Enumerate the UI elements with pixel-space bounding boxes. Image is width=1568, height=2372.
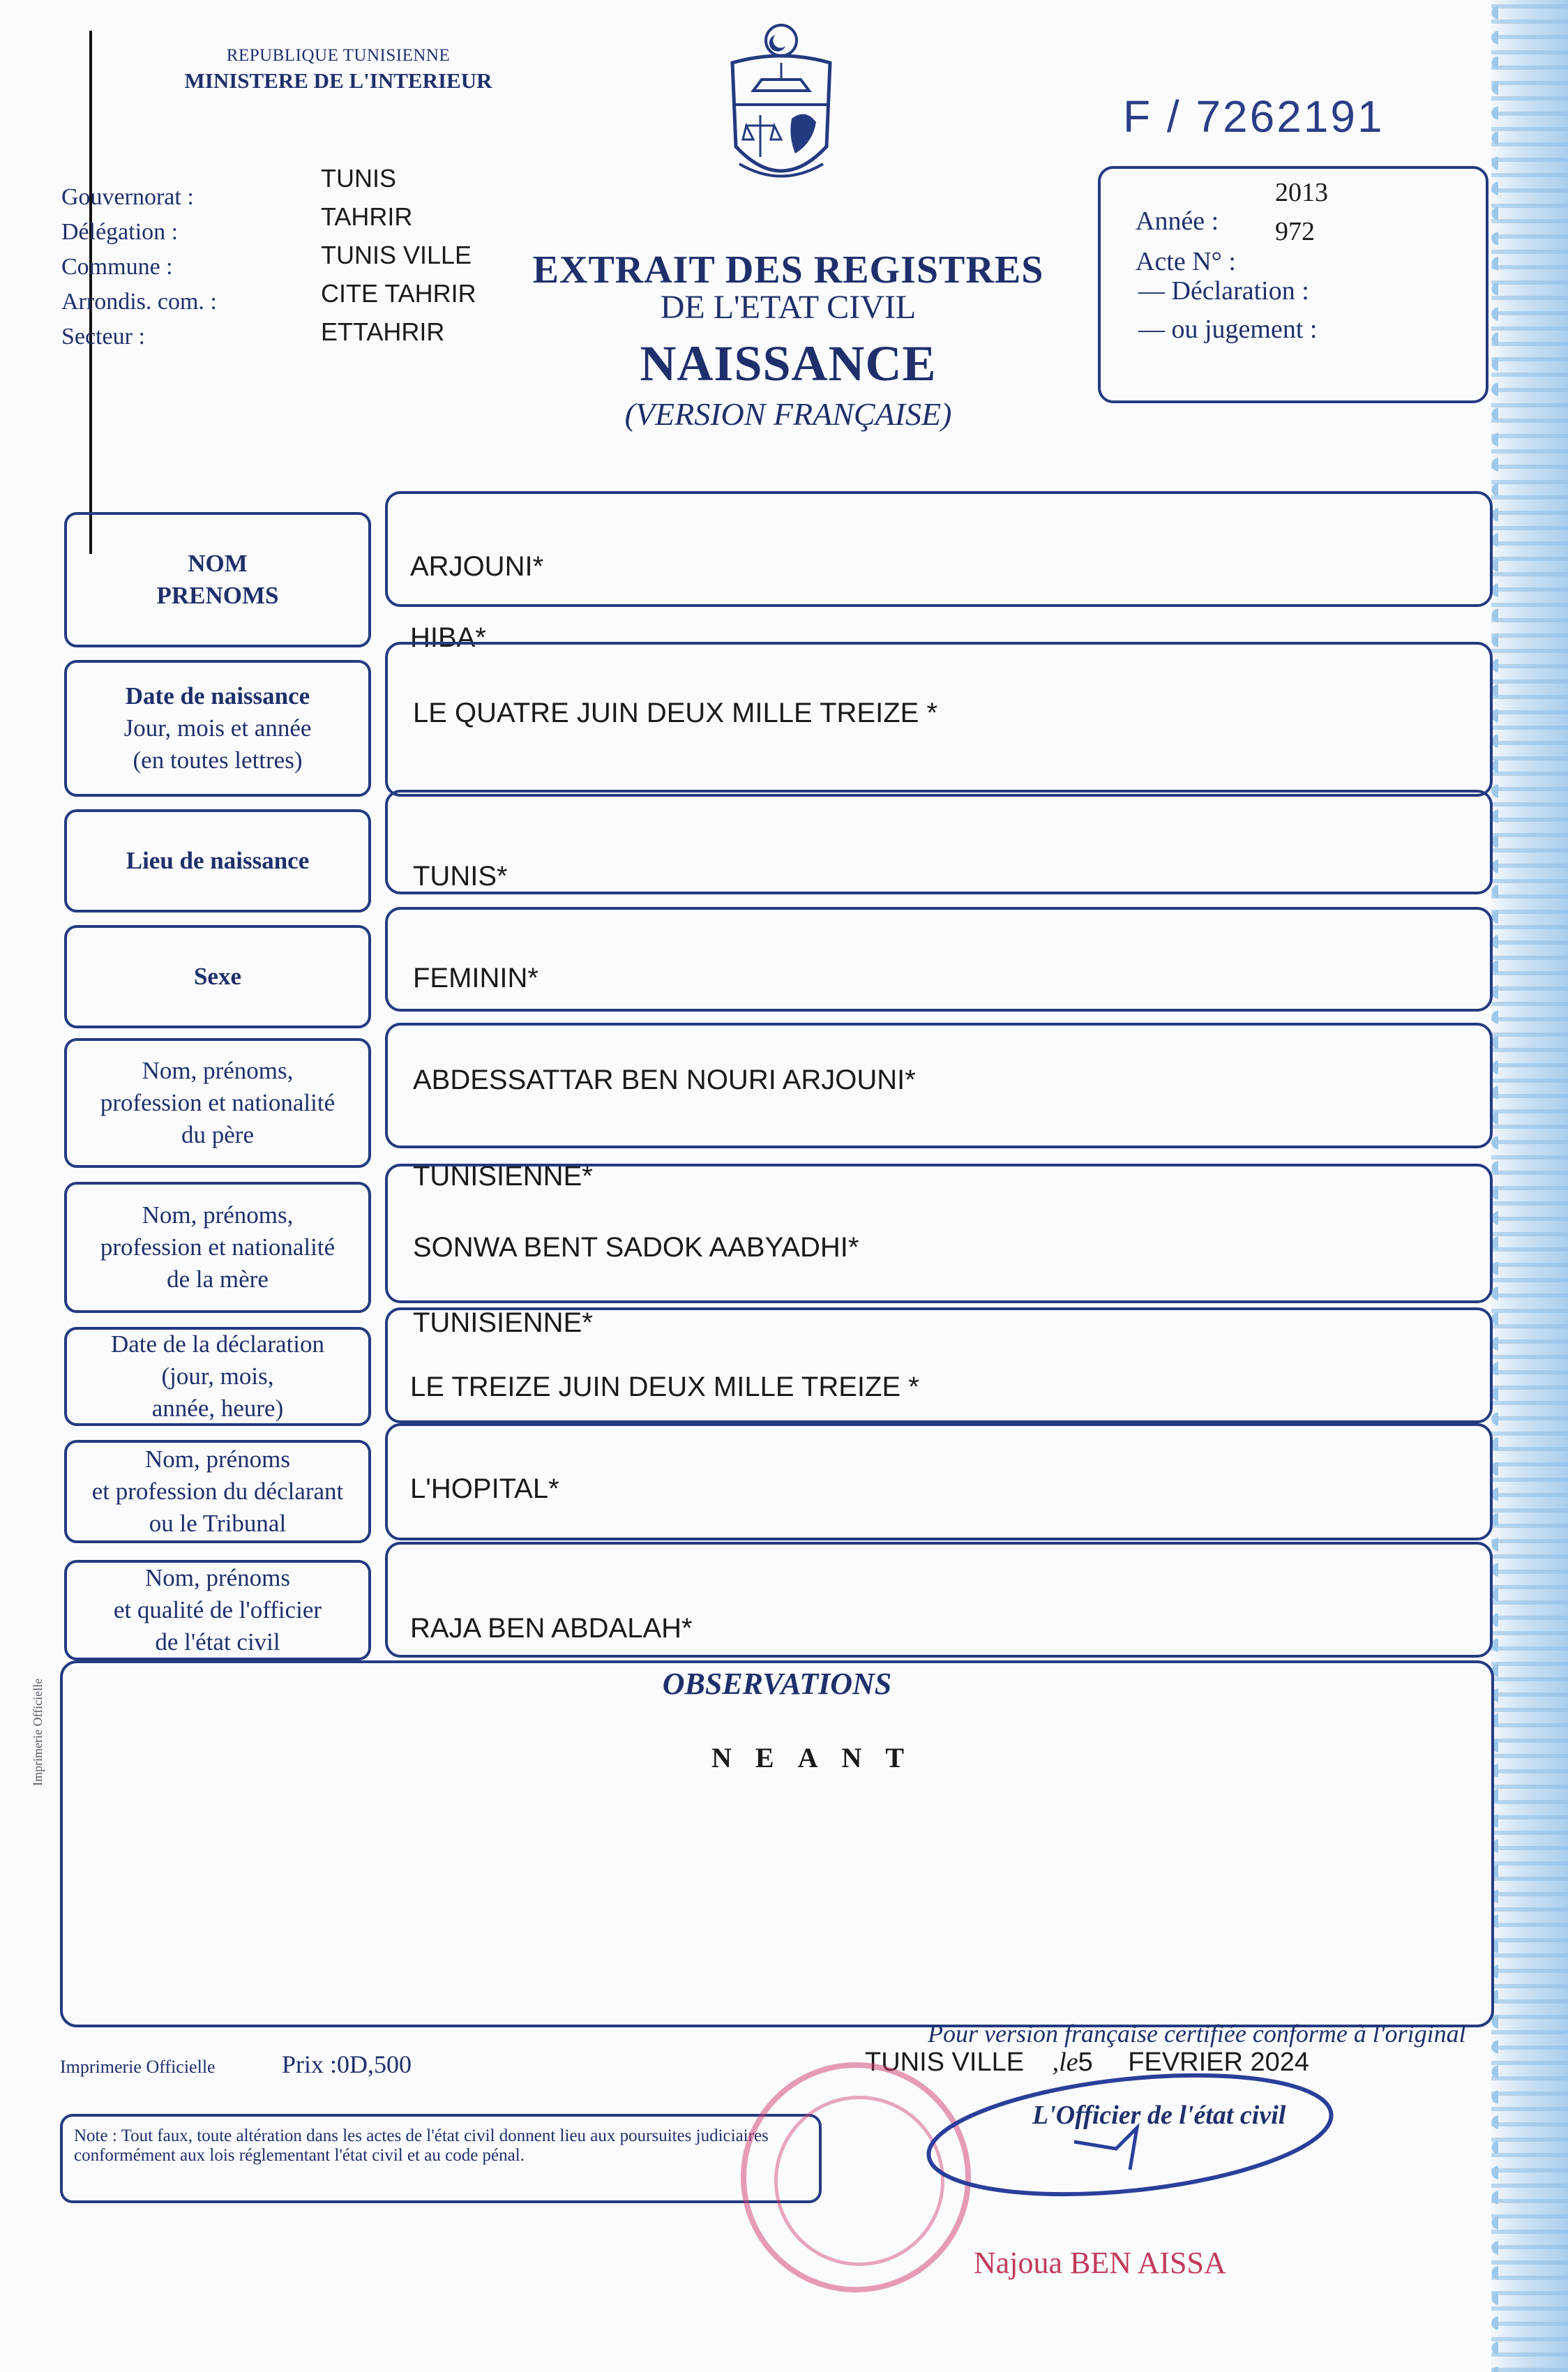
label-lieu-text: Lieu de naissance xyxy=(126,847,310,874)
label-declarant-3: ou le Tribunal xyxy=(149,1510,287,1537)
arrondissement-value: CITE TAHRIR xyxy=(321,279,476,308)
value-declarant: L'HOPITAL* xyxy=(410,1473,559,1504)
field-sexe xyxy=(385,907,1493,1012)
label-mere-3: de la mère xyxy=(167,1266,269,1293)
label-nom-prenoms xyxy=(64,512,371,647)
declaration-label: — Déclaration : xyxy=(1138,276,1309,306)
value-pere-nationalite: TUNISIENNE* xyxy=(413,1161,593,1192)
value-nom: ARJOUNI* xyxy=(410,551,544,582)
price-label: Prix :0D,500 xyxy=(282,2050,412,2078)
registry-box xyxy=(1098,166,1488,403)
annee-value: 2013 xyxy=(1275,178,1328,207)
field-date-declaration xyxy=(385,1307,1493,1423)
label-date-naissance-1: Date de naissance xyxy=(125,682,310,710)
acte-label: Acte N° : xyxy=(1136,247,1236,276)
gouvernorat-label: Gouvernorat : xyxy=(61,184,194,210)
field-nom-prenoms xyxy=(385,491,1493,607)
issue-month-year: FEVRIER 2024 xyxy=(1128,2048,1310,2077)
observations-box xyxy=(60,1660,1494,2027)
observations-value: NEANT xyxy=(711,1742,928,1773)
title-naissance: NAISSANCE xyxy=(640,336,937,391)
jugement-label: — ou jugement : xyxy=(1138,315,1318,344)
label-declarant-1: Nom, prénoms xyxy=(144,1446,291,1473)
label-mere xyxy=(64,1182,371,1313)
label-sexe-text: Sexe xyxy=(193,963,242,990)
title-version: (VERSION FRANÇAISE) xyxy=(624,396,952,432)
issue-city: TUNIS VILLE xyxy=(865,2048,1025,2077)
label-pere-3: du père xyxy=(181,1121,254,1148)
observations-title: OBSERVATIONS xyxy=(662,1667,892,1701)
label-mere-1: Nom, prénoms, xyxy=(142,1201,294,1229)
stamp-inner-ring xyxy=(774,2096,944,2266)
label-date-declaration xyxy=(64,1327,371,1426)
label-officier-3: de l'état civil xyxy=(155,1628,280,1656)
title-line-2: DE L'ETAT CIVIL xyxy=(660,289,917,326)
acte-value: 972 xyxy=(1275,217,1315,246)
decorative-border xyxy=(1491,0,1568,2372)
field-lieu-naissance xyxy=(385,790,1493,894)
value-lieu-naissance: TUNIS* xyxy=(413,861,508,892)
label-date-naissance xyxy=(64,660,371,797)
label-nom: NOM xyxy=(188,550,248,577)
ministry-name: MINISTERE DE L'INTERIEUR xyxy=(184,68,492,93)
label-pere-2: profession et nationalité xyxy=(100,1089,336,1116)
imprimerie-label: Imprimerie Officielle xyxy=(60,2057,216,2077)
note-text: Tout faux, toute altération dans les actes de l'état civil donnent lieu aux poursuites judiciaires conformément aux lois réglementant l'état civil et au code pénal. xyxy=(74,2126,769,2165)
label-declaration-3: année, heure) xyxy=(151,1395,284,1422)
label-prenoms: PRENOMS xyxy=(156,582,279,609)
location-values xyxy=(321,159,476,351)
label-pere xyxy=(64,1038,371,1168)
value-prenoms: HIBA* xyxy=(410,622,486,653)
value-date-naissance: LE QUATRE JUIN DEUX MILLE TREIZE * xyxy=(413,698,938,728)
signature-scribble xyxy=(921,2058,1353,2219)
note-label: Note : xyxy=(74,2126,117,2145)
label-officier xyxy=(64,1560,371,1660)
officer-title: L'Officier de l'état civil xyxy=(1032,2101,1286,2130)
location-labels xyxy=(61,180,217,354)
value-date-declaration: LE TREIZE JUIN DEUX MILLE TREIZE * xyxy=(410,1372,919,1402)
label-declaration-2: (jour, mois, xyxy=(161,1363,274,1390)
delegation-label: Délégation : xyxy=(61,219,179,245)
document-title xyxy=(488,248,1088,433)
secteur-value: ETTAHRIR xyxy=(321,317,445,346)
title-line-1: EXTRAIT DES REGISTRES xyxy=(532,248,1044,292)
issue-day: 5 xyxy=(1078,2048,1093,2077)
header-ministry xyxy=(143,43,534,93)
serial-number: F / 7262191 xyxy=(1123,91,1385,142)
value-mere-nationalite: TUNISIENNE* xyxy=(413,1307,593,1338)
label-mere-2: profession et nationalité xyxy=(100,1233,336,1261)
gouvernorat-value: TUNIS xyxy=(321,164,396,193)
delegation-value: TAHRIR xyxy=(321,202,413,231)
country-name: REPUBLIQUE TUNISIENNE xyxy=(226,46,451,65)
label-pere-1: Nom, prénoms, xyxy=(142,1057,294,1084)
label-officier-2: et qualité de l'officier xyxy=(113,1596,322,1623)
label-date-naissance-3: (en toutes lettres) xyxy=(133,746,303,774)
label-declarant xyxy=(64,1440,371,1543)
commune-value: TUNIS VILLE xyxy=(321,241,472,269)
label-lieu-naissance xyxy=(64,809,371,913)
value-mere: SONWA BENT SADOK AABYADHI* xyxy=(413,1232,859,1263)
commune-label: Commune : xyxy=(61,254,173,280)
label-declaration-1: Date de la déclaration xyxy=(110,1330,325,1358)
value-pere: ABDESSATTAR BEN NOURI ARJOUNI* xyxy=(413,1065,916,1095)
value-sexe: FEMININ* xyxy=(413,963,538,993)
label-declarant-2: et profession du déclarant xyxy=(91,1478,344,1505)
label-sexe xyxy=(64,925,371,1028)
date-prefix: ,le xyxy=(1052,2048,1078,2077)
legal-note xyxy=(60,2114,822,2203)
arrondissement-label: Arrondis. com. : xyxy=(61,289,217,315)
secteur-label: Secteur : xyxy=(61,324,145,350)
officer-signature-name: Najoua BEN AISSA xyxy=(974,2246,1226,2280)
certification-text: Pour version française certifiée conforme à l'original xyxy=(928,2020,1466,2048)
annee-label: Année : xyxy=(1136,207,1219,236)
printer-reference: Imprimerie Officielle xyxy=(31,1678,45,1786)
value-officier: RAJA BEN ABDALAH* xyxy=(410,1613,693,1644)
label-date-naissance-2: Jour, mois et année xyxy=(123,714,312,742)
coat-of-arms-emblem xyxy=(711,21,851,195)
label-officier-1: Nom, prénoms xyxy=(144,1564,291,1591)
